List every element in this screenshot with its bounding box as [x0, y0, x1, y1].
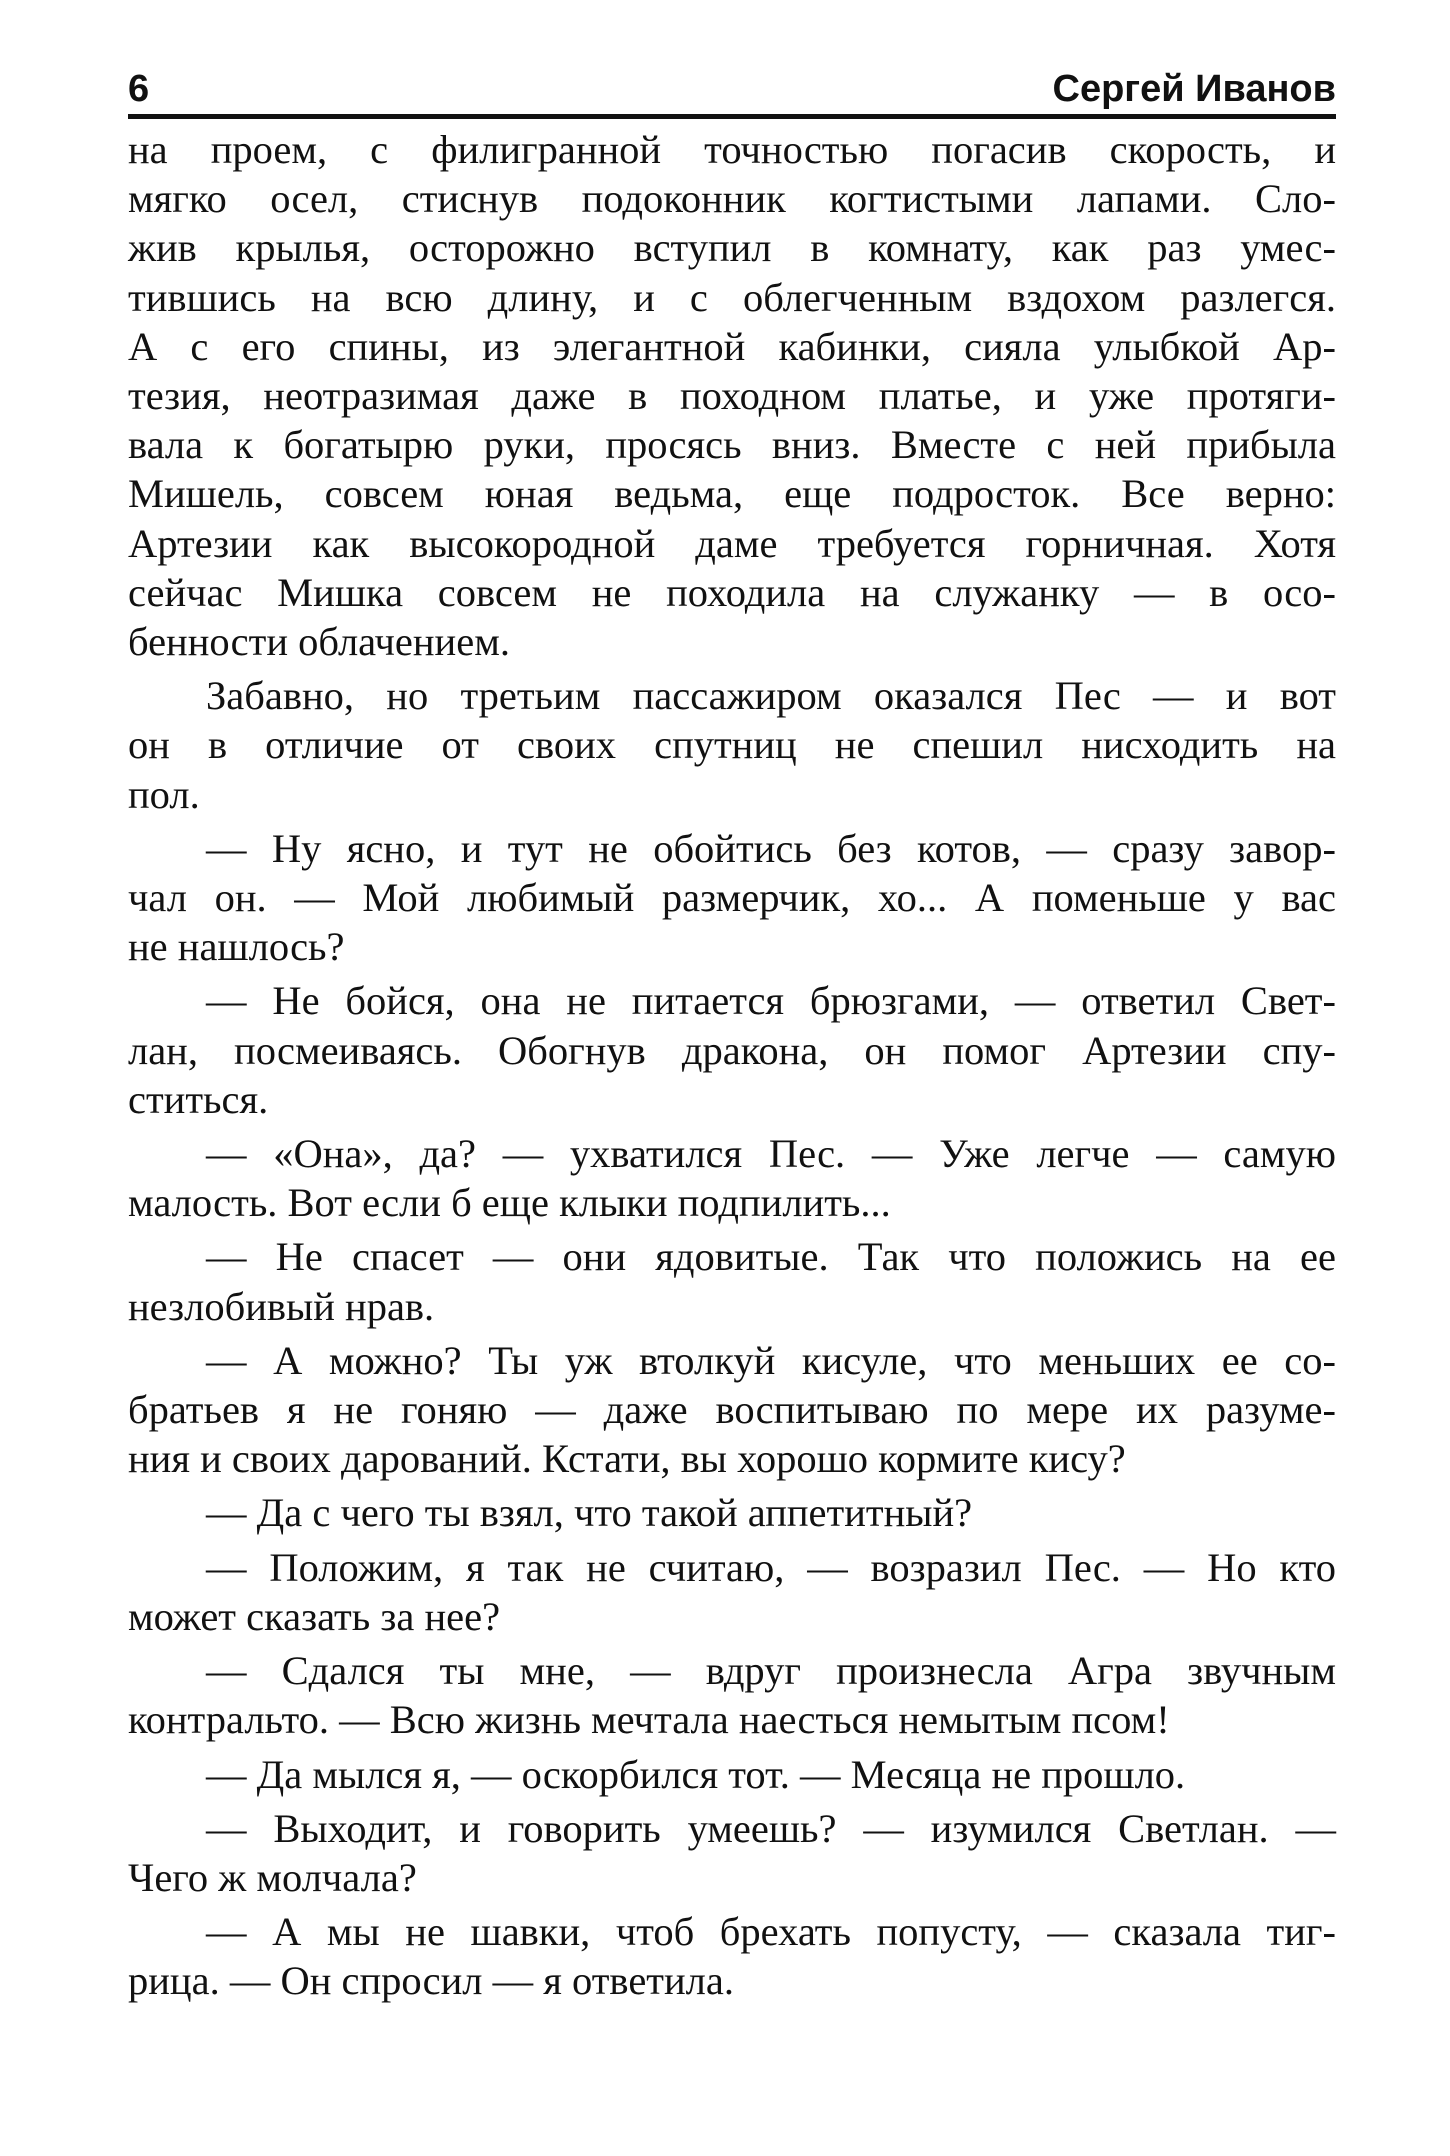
book-page [128, 50, 1336, 2011]
text-line: — «Она», да? — ухватился Пес. — Уже легче — самую [206, 1131, 1336, 1177]
running-title-author: Сергей Иванов [1052, 68, 1336, 110]
page-number: 6 [128, 68, 150, 110]
paragraph [128, 1336, 1336, 1484]
text-line: лан, посмеиваясь. Обогнув дракона, он помог Артезии спу- [128, 1027, 1336, 1073]
text-line: малость. Вот если б еще клыки подпилить... [128, 1180, 891, 1226]
paragraph [128, 1907, 1336, 2005]
text-line: ния и своих дарований. Кстати, вы хорошо кормите кису? [128, 1436, 1126, 1482]
paragraph [128, 824, 1336, 972]
text-line: мягко осел, стиснув подоконник когтистыми лапами. Сло- [128, 176, 1336, 222]
paragraph [128, 1750, 1336, 1799]
paragraph [128, 1488, 1336, 1537]
body-text [128, 125, 1336, 2006]
text-line: — Ну ясно, и тут не обойтись без котов, — сразу завор- [206, 825, 1336, 871]
text-line: — Положим, я так не считаю, — возразил Пес. — Но кто [206, 1544, 1336, 1590]
text-line: контральто. — Всю жизнь мечтала наесться немытым псом! [128, 1697, 1170, 1743]
text-line: — Да мылся я, — оскорбился тот. — Месяца не прошло. [206, 1751, 1186, 1797]
text-line: — А можно? Ты уж втолкуй кисуле, что меньших ее со- [206, 1337, 1336, 1383]
text-line: вала к богатырю руки, просясь вниз. Вместе с ней прибыла [128, 422, 1336, 468]
paragraph [128, 976, 1336, 1124]
text-line: — Не спасет — они ядовитые. Так что положись на ее [206, 1234, 1336, 1280]
text-line: он в отличие от своих спутниц не спешил нисходить на [128, 722, 1336, 768]
header-rule [128, 114, 1336, 119]
paragraph [128, 1804, 1336, 1902]
text-line: жив крылья, осторожно вступил в комнату, как раз умес- [128, 225, 1336, 271]
text-line: Забавно, но третьим пассажиром оказался Пес — и вот [206, 673, 1336, 719]
text-line: пол. [128, 771, 200, 817]
text-line: рица. — Он спросил — я ответила. [128, 1958, 734, 2004]
text-line: тившись на всю длину, и с облегченным вздохом разлегся. [128, 274, 1336, 320]
paragraph [128, 671, 1336, 819]
paragraph [128, 1232, 1336, 1330]
paragraph [128, 1129, 1336, 1227]
paragraph [128, 1543, 1336, 1641]
text-line: на проем, с филигранной точностью погасив скорость, и [128, 127, 1336, 172]
running-header [128, 50, 1336, 108]
text-line: Чего ж молчала? [128, 1854, 417, 1900]
text-line: — Да с чего ты взял, что такой аппетитный? [206, 1490, 973, 1536]
text-line: А с его спины, из элегантной кабинки, сияла улыбкой Ар- [128, 323, 1336, 369]
text-line: незлобивый нрав. [128, 1283, 435, 1329]
paragraph [128, 1646, 1336, 1744]
paragraph [128, 125, 1336, 666]
text-line: Мишель, совсем юная ведьма, еще подросток. Все верно: [128, 471, 1336, 517]
text-line: — Не бойся, она не питается брюзгами, — ответил Свет- [206, 978, 1336, 1024]
text-line: сейчас Мишка совсем не походила на служанку — в осо- [128, 569, 1336, 615]
text-line: братьев я не гоняю — даже воспитываю по мере их разуме- [128, 1387, 1336, 1433]
text-line: бенности облачением. [128, 619, 510, 665]
text-line: — А мы не шавки, чтоб брехать попусту, — сказала тиг- [206, 1909, 1336, 1955]
text-line: — Сдался ты мне, — вдруг произнесла Агра звучным [206, 1648, 1336, 1694]
text-line: чал он. — Мой любимый размерчик, хо... А поменьше у вас [128, 875, 1336, 921]
text-line: тезия, неотразимая даже в походном платье, и уже протяги- [128, 373, 1336, 419]
text-line: — Выходит, и говорить умеешь? — изумился Светлан. — [206, 1805, 1336, 1851]
text-line: Артезии как высокородной даме требуется горничная. Хотя [128, 520, 1336, 566]
text-line: ститься. [128, 1076, 269, 1122]
text-line: может сказать за нее? [128, 1593, 501, 1639]
text-line: не нашлось? [128, 924, 345, 970]
